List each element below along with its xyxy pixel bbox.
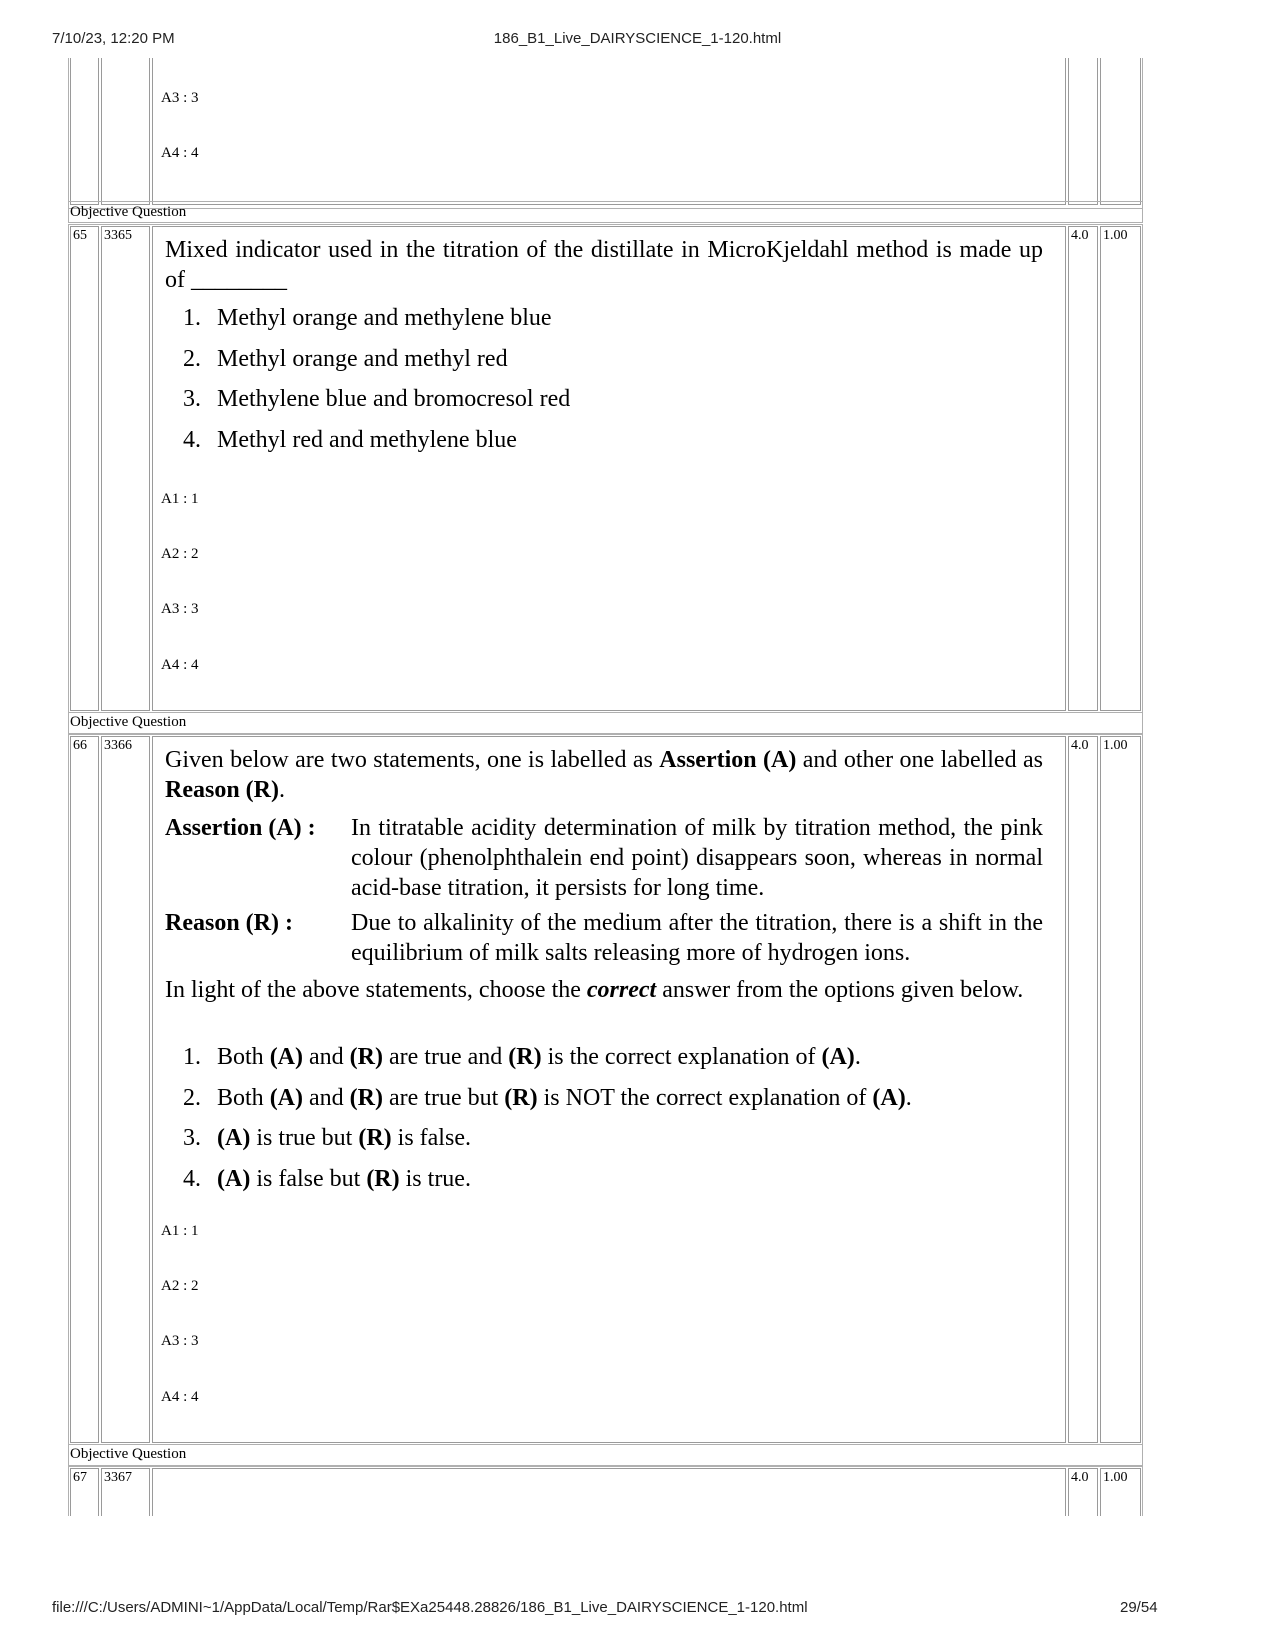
question-option: 1. Both (A) and (R) are true and (R) is the correct explanation of (A). [183,1044,861,1070]
question-marks: 4.0 [1071,738,1089,753]
question-option: 2. Both (A) and (R) are true but (R) is NOT the correct explanation of (A). [183,1084,912,1111]
qid-cell [101,226,150,711]
reason-text: Due to alkalinity of the medium after the titration, there is a shift in the equilibrium of milk salts releasing more of hydrogen ions. [351,910,1043,966]
answer-option: A4 : 4 [161,657,199,673]
question-option: 4. (A) is false but (R) is true. [183,1165,471,1192]
answer-option: A4 : 4 [161,1389,199,1405]
question-type-label: Objective Question [70,1446,187,1462]
question-options [165,303,570,465]
question-serial-number: 65 [73,228,87,243]
sno-cell [70,736,99,1443]
assertion-statement [165,813,1043,901]
marks-cell [1068,736,1098,1443]
prev-sno-cell [70,58,99,205]
print-file-path: file:///C:/Users/ADMINI~1/AppData/Local/Temp/Rar$EXa25448.28826/186_B1_Live_DAIRYSCIENCE_1-120.html [52,1599,808,1616]
question-id: 3365 [104,228,132,243]
print-title: 186_B1_Live_DAIRYSCIENCE_1-120.html [493,30,782,47]
question-option: 2. Methyl orange and methyl red [183,345,508,372]
question-negative-marks: 1.00 [1103,738,1128,753]
marks-cell [1068,226,1098,711]
question-option: 4. Methyl red and methylene blue [183,426,517,453]
print-page-number: 29/54 [1120,1599,1158,1616]
assertion-label: Assertion (A) : [165,815,316,841]
answer-option: A3 : 3 [161,601,199,617]
answer-option: A3 : 3 [161,1333,199,1349]
answer-option: A4 : 4 [161,145,199,161]
question-options [165,1042,912,1204]
question-cell [152,1468,1066,1516]
question-type-label: Objective Question [70,714,187,730]
sno-cell [70,226,99,711]
question-option: 3. (A) is true but (R) is false. [183,1125,471,1151]
negative-marks-cell [1100,736,1141,1443]
reason-statement [165,908,1043,970]
prev-qid-cell [101,58,150,205]
question-id: 3367 [104,1470,132,1485]
answer-option: A1 : 1 [161,491,199,507]
question-negative-marks: 1.00 [1103,228,1128,243]
question-text: Mixed indicator used in the titration of the distillate in MicroKjeldahl method is made up of ________ [165,237,1043,293]
prev-question-cell [152,58,1066,205]
question-id: 3366 [104,738,132,753]
question-type-row [68,1444,1143,1466]
question-type-label: Objective Question [70,204,187,220]
answer-option: A2 : 2 [161,546,199,562]
question-cell [152,226,1066,711]
qid-cell [101,736,150,1443]
negative-marks-cell [1100,226,1141,711]
print-datetime: 7/10/23, 12:20 PM [52,30,175,47]
question-option: 3. Methylene blue and bromocresol red [183,386,571,412]
question-instruction: In light of the above statements, choose the correct answer from the options given below. [165,977,1024,1003]
answer-option: A2 : 2 [161,1278,199,1294]
question-serial-number: 66 [73,738,87,753]
question-serial-number: 67 [73,1470,87,1485]
answer-option: A1 : 1 [161,1223,199,1239]
question-marks: 4.0 [1071,1470,1089,1485]
prev-negative-cell [1100,58,1141,205]
question-marks: 4.0 [1071,228,1089,243]
question-negative-marks: 1.00 [1103,1470,1128,1485]
question-intro: Given below are two statements, one is labelled as Assertion (A) and other one labelled as Reason (R). [165,747,1043,803]
question-type-row [68,201,1143,223]
question-type-row [68,712,1143,734]
question-option: 1. Methyl orange and methylene blue [183,305,552,331]
prev-marks-cell [1068,58,1098,205]
answer-option: A3 : 3 [161,90,199,106]
reason-label: Reason (R) : [165,910,293,936]
assertion-text: In titratable acidity determination of milk by titration method, the pink colour (phenolphthalein end point) disappears soon, whereas in normal acid-base titration, it persists for long time. [351,815,1043,901]
